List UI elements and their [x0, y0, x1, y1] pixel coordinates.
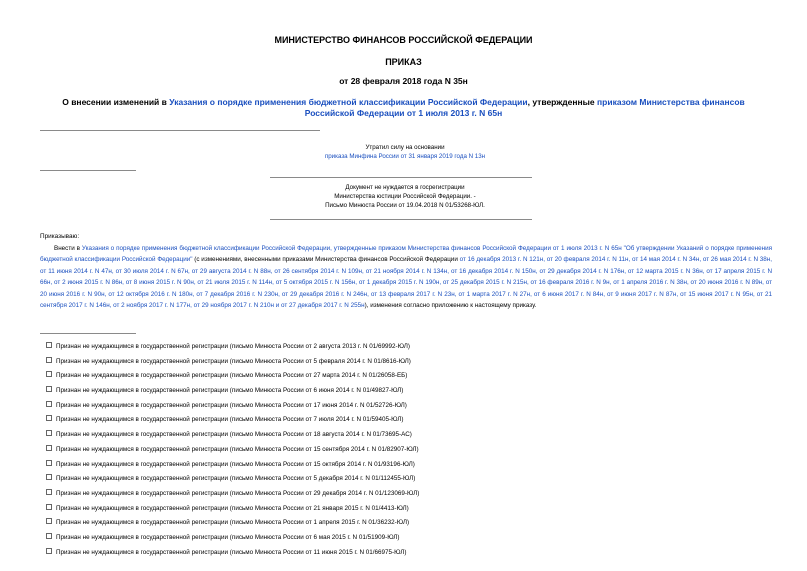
subject-link-order[interactable]: приказом Министерства финансов Российской Федерации от 1 июля 2013 г. N 65н	[304, 97, 745, 118]
footnote-text: Признан не нуждающимся в государственной регистрации (письмо Минюста России от 11 июня 2015 г. N 01/66975-ЮЛ)	[56, 548, 407, 556]
status-link[interactable]: приказа Минфина России от 31 января 2019 года N 13н	[324, 153, 486, 160]
document-subject	[40, 97, 767, 119]
footnote-item	[46, 546, 566, 561]
footnote-text: Признан не нуждающимся в государственной регистрации (письмо Минюста России от 5 февраля 2014 г. N 01/8616-ЮЛ)	[56, 357, 411, 365]
footnote-item	[46, 369, 566, 384]
order-body	[40, 243, 772, 311]
footnote-marker-icon	[46, 445, 52, 451]
footnote-marker-icon	[46, 357, 52, 363]
doc-type-heading: ПРИКАЗ	[385, 57, 422, 67]
body-link-amendments[interactable]: от 16 декабря 2013 г. N 121н, от 20 февраля 2014 г. N 11н, от 14 мая 2014 г. N 34н, от 26 мая 2014 г. N 38н, от 11 июня 2014 г. N 47н, от 30 июля 2014 г. N 67н, от 29 августа 2014 г. N 88н, от 26 сентября 2014 г. N 109н, от 21 ноября 2014 г. N 134н, от 16 декабря 2014 г. N 150н, от 29 декабря 2014 г. N 176н, от 12 марта 2015 г. N 36н, от 17 апреля 2015 г. N 66н, от 2 июня 2015 г. N 86н, от 8 июня 2015 г. N 90н, от 21 июля 2015 г. N 114н, от 5 октября 2015 г. N 156н, от 1 декабря 2015 г. N 190н, от 25 декабря 2015 г. N 215н, от 16 февраля 2016 г. N 9н, от 1 апреля 2016 г. N 38н, от 20 июня 2016 г. N 89н, от 20 июня 2016 г. N 90н, от 12 октября 2016 г. N 180н, от 7 декабря 2016 г. N 230н, от 29 декабря 2016 г. N 246н, от 13 февраля 2017 г. N 23н, от 1 марта 2017 г. N 27н, от 6 июня 2017 г. N 84н, от 9 июня 2017 г. N 87н, от 15 июня 2017 г. N 95н, от 21 сентября 2017 г. N 146н, от 2 ноября 2017 г. N 177н, от 29 ноября 2017 г. N 210н и от 27 декабря 2017 г. N 255н	[40, 256, 772, 310]
status-line: Утратил силу на основании	[365, 144, 445, 151]
footnote-text: Признан не нуждающимся в государственной регистрации (письмо Минюста России от 6 июня 2014 г. N 01/49827-ЮЛ)	[56, 387, 404, 395]
footnote-item	[46, 487, 566, 502]
divider-center-2	[270, 219, 532, 220]
body-text-2: (с изменениями, внесенными приказами Министерства финансов Российской Федерации	[192, 256, 460, 264]
footnote-item	[46, 458, 566, 473]
footnote-text: Признан не нуждающимся в государственной регистрации (письмо Минюста России от 1 апреля 2015 г. N 01/36232-ЮЛ)	[56, 519, 410, 527]
footnote-text: Признан не нуждающимся в государственной регистрации (письмо Минюста России от 15 сентября 2014 г. N 01/82907-ЮЛ)	[56, 445, 419, 453]
footnote-marker-icon	[46, 342, 52, 348]
footnote-item	[46, 413, 566, 428]
registration-line-2: Министерства юстиции Российской Федерации. -	[334, 193, 476, 200]
footnote-list	[46, 340, 566, 560]
footnote-item	[46, 516, 566, 531]
subject-middle: , утвержденные	[527, 97, 598, 107]
order-label: Приказываю:	[40, 233, 80, 240]
footnote-item	[46, 399, 566, 414]
footnote-text: Признан не нуждающимся в государственной регистрации (письмо Минюста России от 5 декабря 2014 г. N 01/112455-ЮЛ)	[56, 475, 416, 483]
registration-line-3: Письмо Минюста России от 19.04.2018 N 01/53268-ЮЛ.	[325, 202, 485, 209]
footnote-item	[46, 340, 566, 355]
footnote-divider	[40, 333, 136, 334]
footnote-marker-icon	[46, 401, 52, 407]
footnote-marker-icon	[46, 504, 52, 510]
footnote-text: Признан не нуждающимся в государственной регистрации (письмо Минюста России от 17 июня 2014 г. N 01/52726-ЮЛ)	[56, 401, 407, 409]
registration-note	[270, 183, 540, 210]
footnote-text: Признан не нуждающимся в государственной регистрации (письмо Минюста России от 15 октября 2014 г. N 01/93196-ЮЛ)	[56, 460, 415, 468]
date-number-heading: от 28 февраля 2018 года N 35н	[339, 76, 468, 86]
registration-line-1: Документ не нуждается в госрегистрации	[345, 184, 465, 191]
body-text-1: Внести в	[54, 245, 82, 252]
footnote-marker-icon	[46, 518, 52, 524]
divider-left-2	[40, 170, 136, 171]
footnote-marker-icon	[46, 548, 52, 554]
footnote-item	[46, 384, 566, 399]
footnote-text: Признан не нуждающимся в государственной регистрации (письмо Минюста России от 27 марта 2014 г. N 01/26058-ЕБ)	[56, 372, 408, 380]
footnote-text: Признан не нуждающимся в государственной регистрации (письмо Минюста России от 6 мая 2015 г. N 01/51909-ЮЛ)	[56, 533, 400, 541]
subject-prefix: О внесении изменений в	[62, 97, 170, 107]
footnote-text: Признан не нуждающимся в государственной регистрации (письмо Минюста России от 2 августа 2013 г. N 01/69992-ЮЛ)	[56, 343, 410, 350]
footnote-marker-icon	[46, 386, 52, 392]
footnote-marker-icon	[46, 489, 52, 495]
footnote-item	[46, 502, 566, 517]
footnote-item	[46, 428, 566, 443]
footnote-marker-icon	[46, 460, 52, 466]
footnote-marker-icon	[46, 533, 52, 539]
footnote-text: Признан не нуждающимся в государственной регистрации (письмо Минюста России от 21 января 2015 г. N 01/4413-ЮЛ)	[56, 504, 409, 512]
body-text-3: ), изменения согласно приложению к настоящему приказу.	[364, 302, 537, 310]
footnote-item	[46, 443, 566, 458]
divider-center	[270, 177, 532, 178]
footnote-item	[46, 472, 566, 487]
ministry-heading: МИНИСТЕРСТВО ФИНАНСОВ РОССИЙСКОЙ ФЕДЕРАЦИИ	[274, 35, 533, 45]
subject-link-instructions[interactable]: Указания о порядке применения бюджетной классификации Российской Федерации	[169, 97, 528, 107]
footnote-marker-icon	[46, 415, 52, 421]
footnote-item	[46, 355, 566, 370]
footnote-marker-icon	[46, 371, 52, 377]
body-link-instructions[interactable]: Указания о порядке применения бюджетной классификации Российской Федерации, утвержденные приказом Министерства финансов Российской Федерации от 1 июля 2013 г. N 65н "Об утверждении Указаний о порядке применения бюджетной классификации Российской Федерации"	[40, 245, 772, 264]
footnote-marker-icon	[46, 430, 52, 436]
divider-left	[40, 130, 320, 131]
status-note	[270, 143, 540, 161]
footnote-marker-icon	[46, 474, 52, 480]
footnote-text: Признан не нуждающимся в государственной регистрации (письмо Минюста России от 18 августа 2014 г. N 01/73695-АС)	[56, 431, 412, 439]
footnote-text: Признан не нуждающимся в государственной регистрации (письмо Минюста России от 29 декабря 2014 г. N 01/123069-ЮЛ)	[56, 489, 420, 497]
footnote-text: Признан не нуждающимся в государственной регистрации (письмо Минюста России от 7 июля 2014 г. N 01/59405-ЮЛ)	[56, 416, 404, 424]
footnote-item	[46, 531, 566, 546]
